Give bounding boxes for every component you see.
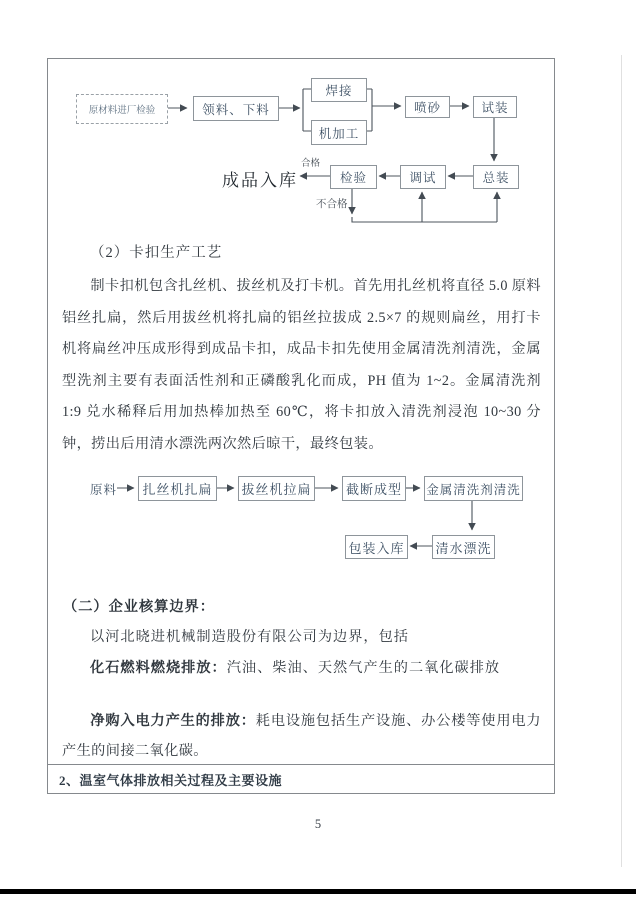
flow-node-packing: 包装入库 xyxy=(345,535,408,559)
flow-node-trial-assembly: 试装 xyxy=(473,96,517,118)
footer-row-label: 2、温室气体排放相关过程及主要设施 xyxy=(59,773,283,788)
flow-label-fail: 不合格 xyxy=(316,199,348,210)
flow-label-finished-storage: 成品入库 xyxy=(222,171,298,190)
flow-node-debugging: 调试 xyxy=(400,165,446,189)
flow-node-sandblast: 喷砂 xyxy=(405,96,450,118)
flow-node-raw: 原料 xyxy=(90,483,118,497)
scan-paper-edge xyxy=(621,55,622,867)
flow-node-machining: 机加工 xyxy=(311,120,367,145)
boundary-fossil-term: 化石燃料燃烧排放： xyxy=(90,660,227,676)
flow-node-water-rinse: 清水漂洗 xyxy=(432,535,495,559)
flow-node-picking: 领料、下料 xyxy=(193,96,279,121)
scan-bottom-bar xyxy=(0,889,636,894)
boundary-power-desc: 耗电设施包括生产设施、办公楼等使用电力产生的间接二氧化碳。 xyxy=(62,713,541,759)
boundary-line1: 以河北晓进机械制造股份有限公司为边界，包括 xyxy=(90,629,409,645)
boundary-fossil-desc: 汽油、柴油、天然气产生的二氧化碳排放 xyxy=(226,660,501,676)
boundary-fossil-line xyxy=(90,657,500,677)
flow-node-metal-clean: 金属清洗剂清洗 xyxy=(424,476,523,501)
flow-node-inspection: 检验 xyxy=(330,165,377,189)
flow-node-raw-material-inspect: 原材料进厂检验 xyxy=(76,94,168,124)
flow-node-cut-form: 截断成型 xyxy=(342,476,406,501)
boundary-heading: （二）企业核算边界： xyxy=(63,599,215,615)
boundary-power-paragraph xyxy=(62,706,541,766)
boundary-power-term: 净购入电力产生的排放： xyxy=(90,713,256,729)
flow-node-final-assembly: 总装 xyxy=(473,165,519,189)
flow-node-welding: 焊接 xyxy=(311,78,367,102)
flow-node-draw-flat: 拔丝机拉扁 xyxy=(238,476,315,501)
buckle-process-paragraph: 制卡扣机包含扎丝机、拔丝机及打卡机。首先用扎丝机将直径 5.0 原料铝丝扎扁，然后用拔丝机将扎扁的铝丝拉拔成 2.5×7 的规则扁丝，用打卡机将扁丝冲压成形得到成品卡扣，成品卡扣先使用金属清洗剂清洗，金属型洗剂主要有表面活性剂和正磷酸乳化而成，PH 值为 1~2。金属清洗剂 1:9 兑水稀释后用加热棒加热至 60℃，将卡扣放入清洗剂浸泡 10~30 分钟，捞出后用清水漂洗两次然后晾干，最终包装。 xyxy=(62,278,541,452)
section-heading-buckle-process: （2）卡扣生产工艺 xyxy=(90,245,223,261)
flow-node-flatten: 扎丝机扎扁 xyxy=(138,476,217,501)
flow-label-pass: 合格 xyxy=(301,159,321,169)
page-number: 5 xyxy=(314,817,322,831)
